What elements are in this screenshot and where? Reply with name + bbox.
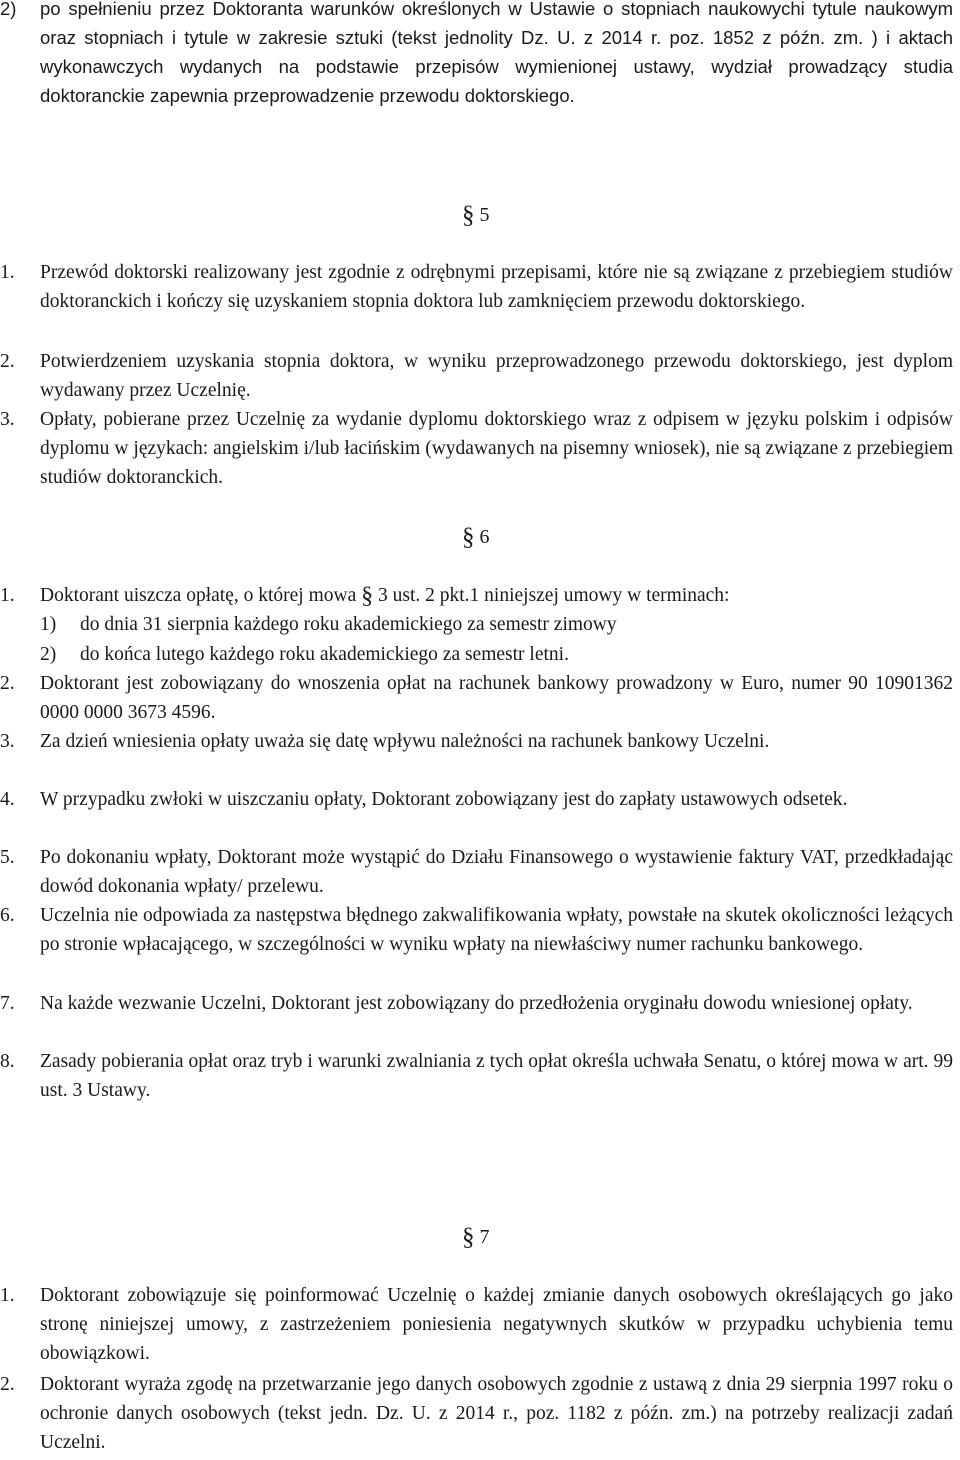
item-text: Doktorant wyraża zgodę na przetwarzanie jego danych osobowych zgodnie z ustawą z dnia 29 sierpnia 1997 roku o ochronie danych osobowych (tekst jedn. Dz. U. z 2014 r., poz. 1182 z późn. zm.) na potrzeby realizacji zadań Uczelni. <box>40 1374 953 1453</box>
item-text: Zasady pobierania opłat oraz tryb i warunki zwalniania z tych opłat określa uchwała Senatu, o której mowa w art. 99 ust. 3 Ustawy. <box>40 1051 953 1101</box>
section-6-item-7 <box>0 989 953 1018</box>
item-text: Przewód doktorski realizowany jest zgodnie z odrębnymi przepisami, które nie są związane z przebiegiem studiów doktoranckich i kończy się uzyskaniem stopnia doktora lub zamknięciem przewodu doktorskiego. <box>40 262 953 312</box>
section-sign: § <box>462 524 475 551</box>
section-6-item-8 <box>0 1047 953 1105</box>
item-number: 5. <box>0 847 15 868</box>
item-text: po spełnieniu przez Doktoranta warunków określonych w Ustawie o stopniach naukowychi tytule naukowym oraz stopniach i tytule w zakresie sztuki (tekst jednolity Dz. U. z 2014 r. poz. 1852 z późn. zm. ) i aktach wykonawczych wydanych na podstawie przepisów wymienionej ustawy, wydział prowadzący studia doktoranckie zapewnia przeprowadzenie przewodu doktorskiego. <box>40 0 953 106</box>
item-number: 2. <box>0 1374 15 1395</box>
section-number: 5 <box>479 204 490 226</box>
subitem-text: do dnia 31 sierpnia każdego roku akademickiego za semestr zimowy <box>80 614 617 635</box>
item-text: W przypadku zwłoki w uiszczaniu opłaty, Doktorant zobowiązany jest do zapłaty ustawowych odsetek. <box>40 789 848 810</box>
item-number: 3. <box>0 731 15 752</box>
item-number: 2. <box>0 673 15 694</box>
subitem-number: 1) <box>40 614 57 635</box>
section-6-heading <box>462 522 490 553</box>
subitem-text: do końca lutego każdego roku akademickiego za semestr letni. <box>80 644 569 665</box>
section-7-heading <box>462 1222 490 1253</box>
section-6-item-1 <box>0 581 953 611</box>
item-text: Doktorant jest zobowiązany do wnoszenia opłat na rachunek bankowy prowadzony w Euro, numer 90 10901362 0000 0000 3673 4596. <box>40 673 953 723</box>
section-6-item-6 <box>0 901 953 959</box>
item-text: Potwierdzeniem uzyskania stopnia doktora, w wyniku przeprowadzonego przewodu doktorskiego, jest dyplom wydawany przez Uczelnię. <box>40 351 953 401</box>
item-number: 1. <box>0 585 15 606</box>
item-text: Na każde wezwanie Uczelni, Doktorant jest zobowiązany do przedłożenia oryginału dowodu wniesionej opłaty. <box>40 993 913 1014</box>
section-6-item-2 <box>0 669 953 727</box>
section-6-subitem-2 <box>0 640 953 669</box>
item-text: Opłaty, pobierane przez Uczelnię za wydanie dyplomu doktorskiego wraz z odpisem w języku polskim i odpisów dyplomu w językach: angielskim i/lub łacińskim (wydawanych na pisemny wniosek), nie są związane z przebiegiem studiów doktoranckich. <box>40 409 953 488</box>
section-number: 7 <box>479 1226 490 1248</box>
item-number: 7. <box>0 993 15 1014</box>
item-text: Za dzień wniesienia opłaty uważa się datę wpływu należności na rachunek bankowy Uczelni. <box>40 731 770 752</box>
item-number: 3. <box>0 409 15 430</box>
item-text: Po dokonaniu wpłaty, Doktorant może wystąpić do Działu Finansowego o wystawienie faktury VAT, przedkładając dowód dokonania wpłaty/ przelewu. <box>40 847 953 897</box>
section-6-subitem-1 <box>0 610 953 639</box>
item-text: 3 ust. 2 pkt.1 niniejszej umowy w terminach: <box>373 585 730 606</box>
item-number: 2. <box>0 351 15 372</box>
section-sign: § <box>462 202 475 229</box>
section-sign: § <box>462 1224 475 1251</box>
item-text: Doktorant zobowiązuje się poinformować Uczelnię o każdej zmianie danych osobowych określających go jako stronę niniejszej umowy, z zastrzeżeniem poniesienia negatywnych skutków w przypadku uchybienia temu obowiązkowi. <box>40 1285 953 1364</box>
item-number: 8. <box>0 1051 15 1072</box>
item-number: 6. <box>0 905 15 926</box>
section-7-item-2 <box>0 1370 953 1457</box>
section-6-item-4 <box>0 785 953 814</box>
section-sign: § <box>361 583 374 609</box>
item-text: Doktorant uiszcza opłatę, o której mowa <box>40 585 362 606</box>
section-5-item-2 <box>0 347 953 405</box>
section-6-item-5 <box>0 843 953 901</box>
item-number: 1. <box>0 262 15 283</box>
subitem-number: 2) <box>40 644 57 665</box>
section-7-item-1 <box>0 1281 953 1368</box>
section-number: 6 <box>479 526 490 548</box>
item-number: 4. <box>0 789 15 810</box>
item-text: Uczelnia nie odpowiada za następstwa błędnego zakwalifikowania wpłaty, powstałe na skutek okoliczności leżących po stronie wpłacającego, w szczególności w wyniku wpłaty na niewłaściwy numer rachunku bankowego. <box>40 905 953 955</box>
paragraph-item-2 <box>0 0 953 110</box>
section-6-item-3 <box>0 727 953 756</box>
section-5-heading <box>462 200 490 231</box>
section-5-item-1 <box>0 258 953 316</box>
item-number: 1. <box>0 1285 15 1306</box>
item-number: 2) <box>0 0 17 19</box>
section-5-item-3 <box>0 405 953 492</box>
